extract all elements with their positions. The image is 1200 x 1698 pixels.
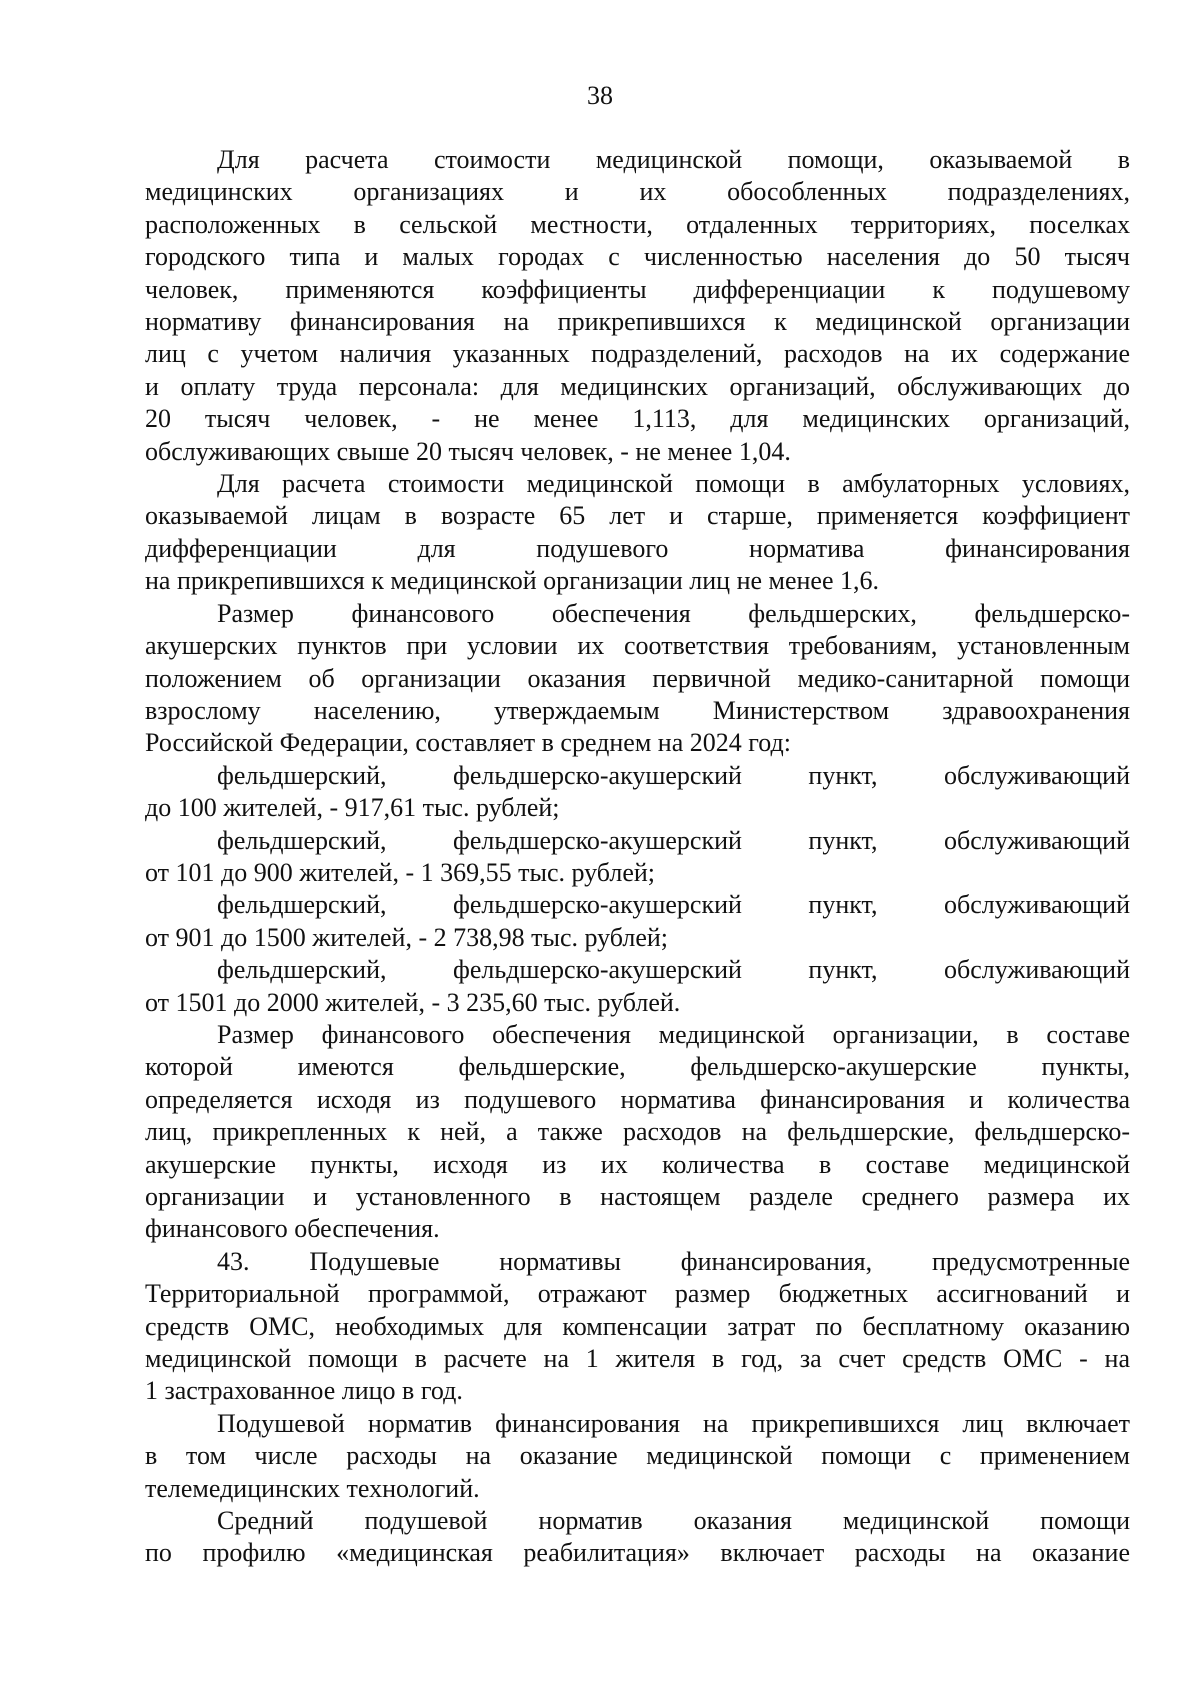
text-line: 43. Подушевые нормативы финансирования, предусмотренные xyxy=(217,1246,1130,1276)
text-line: лиц с учетом наличия указанных подразделений, расходов на их содержание xyxy=(145,339,1130,369)
text-line: от 1501 до 2000 жителей, - 3 235,60 тыс. рублей. xyxy=(145,987,681,1017)
text-line: телемедицинских технологий. xyxy=(145,1473,480,1503)
text-line: организации и установленного в настоящем разделе среднего размера их xyxy=(145,1182,1130,1211)
paragraph xyxy=(145,1019,1130,1246)
paragraph xyxy=(145,1246,1130,1408)
text-line: средств ОМС, необходимых для компенсации затрат по бесплатному оказанию xyxy=(145,1311,1130,1341)
text-line: Для расчета стоимости медицинской помощи, оказываемой в xyxy=(217,145,1130,174)
text-line: взрослому населению, утверждаемым Министерством здравоохранения xyxy=(145,695,1130,725)
text-line: акушерские пункты, исходя из их количества в составе медицинской xyxy=(145,1149,1130,1179)
text-line: Размер финансового обеспечения медицинской организации, в составе xyxy=(217,1019,1130,1049)
text-line: городского типа и малых городах с численностью населения до 50 тысяч xyxy=(145,242,1130,272)
text-line: нормативу финансирования на прикрепившихся к медицинской организации xyxy=(145,307,1130,337)
text-line: от 101 до 900 жителей, - 1 369,55 тыс. рублей; xyxy=(145,857,656,887)
paragraph xyxy=(145,889,1130,954)
text-line: на прикрепившихся к медицинской организации лиц не менее 1,6. xyxy=(145,566,880,596)
paragraph xyxy=(145,1408,1130,1505)
text-line: фельдшерский, фельдшерско-акушерский пункт, обслуживающий xyxy=(217,955,1130,985)
text-line: Территориальной программой, отражают размер бюджетных ассигнований и xyxy=(145,1279,1130,1309)
text-line: расположенных в сельской местности, отдаленных территориях, поселках xyxy=(145,209,1130,239)
text-line: лиц, прикрепленных к ней, а также расходов на фельдшерские, фельдшерско- xyxy=(145,1117,1130,1147)
text-line: определяется исходя из подушевого норматива финансирования и количества xyxy=(145,1084,1130,1114)
paragraph xyxy=(145,954,1130,1019)
text-line: и оплату труда персонала: для медицинских организаций, обслуживающих до xyxy=(145,371,1130,401)
text-line: медицинской помощи в расчете на 1 жителя в год, за счет средств ОМС - на xyxy=(145,1344,1130,1374)
text-line: Для расчета стоимости медицинской помощи в амбулаторных условиях, xyxy=(217,469,1130,499)
document-body xyxy=(145,144,1130,1570)
text-line: финансового обеспечения. xyxy=(145,1214,440,1244)
text-line: Размер финансового обеспечения фельдшерских, фельдшерско- xyxy=(217,598,1130,628)
paragraph xyxy=(145,144,1130,468)
text-line: Средний подушевой норматив оказания медицинской помощи xyxy=(217,1506,1130,1536)
text-line: по профилю «медицинская реабилитация» включает расходы на оказание xyxy=(145,1538,1130,1568)
text-line: медицинских организациях и их обособленных подразделениях, xyxy=(145,177,1130,207)
paragraph xyxy=(145,468,1130,598)
page-number: 38 xyxy=(587,81,613,110)
text-line: от 901 до 1500 жителей, - 2 738,98 тыс. рублей; xyxy=(145,922,669,952)
text-line: Российской Федерации, составляет в среднем на 2024 год: xyxy=(145,728,791,758)
text-line: которой имеются фельдшерские, фельдшерско-акушерские пункты, xyxy=(145,1052,1130,1082)
text-line: положением об организации оказания первичной медико-санитарной помощи xyxy=(145,663,1130,693)
text-line: 20 тысяч человек, - не менее 1,113, для медицинских организаций, xyxy=(145,404,1130,434)
paragraph xyxy=(145,760,1130,825)
text-line: акушерских пунктов при условии их соответствия требованиям, установленным xyxy=(145,631,1130,661)
paragraph xyxy=(145,598,1130,760)
text-line: дифференциации для подушевого норматива финансирования xyxy=(145,533,1130,563)
text-line: человек, применяются коэффициенты дифференциации к подушевому xyxy=(145,274,1130,304)
text-line: фельдшерский, фельдшерско-акушерский пункт, обслуживающий xyxy=(217,760,1130,790)
text-line: Подушевой норматив финансирования на прикрепившихся лиц включает xyxy=(217,1408,1130,1438)
paragraph xyxy=(145,825,1130,890)
text-line: 1 застрахованное лицо в год. xyxy=(145,1376,463,1406)
text-line: обслуживающих свыше 20 тысяч человек, - не менее 1,04. xyxy=(145,436,791,466)
text-line: до 100 жителей, - 917,61 тыс. рублей; xyxy=(145,793,560,823)
text-line: в том числе расходы на оказание медицинской помощи с применением xyxy=(145,1441,1130,1471)
text-line: фельдшерский, фельдшерско-акушерский пункт, обслуживающий xyxy=(217,890,1130,920)
text-line: фельдшерский, фельдшерско-акушерский пункт, обслуживающий xyxy=(217,825,1130,855)
paragraph xyxy=(145,1505,1130,1570)
text-line: оказываемой лицам в возрасте 65 лет и старше, применяется коэффициент xyxy=(145,501,1130,531)
